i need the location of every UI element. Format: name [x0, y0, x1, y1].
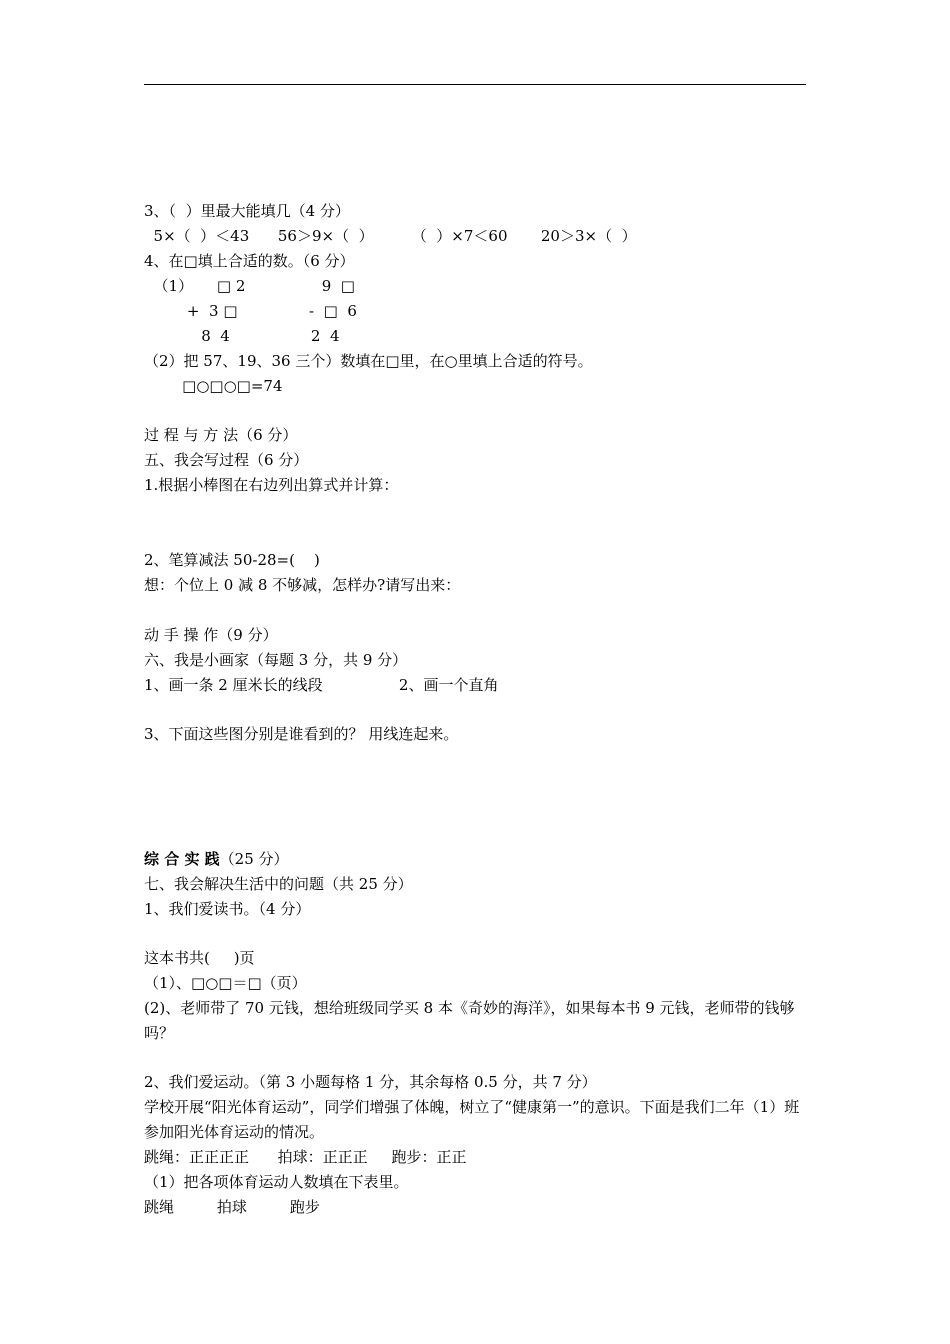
section-practice	[144, 850, 289, 868]
q5-title: 五、我会写过程（6 分）	[144, 451, 309, 469]
q7-item-1: 1、我们爱读书。（4 分）	[144, 900, 311, 918]
q6-items-1-2: 1、画一条 2 厘米长的线段 2、画一个直角	[144, 676, 499, 694]
section-practice-label: 综 合 实 践	[144, 850, 220, 868]
q6-item-3: 3、下面这些图分别是谁看到的？ 用线连起来。	[144, 725, 459, 743]
q7-book-pages: 这本书共( )页	[144, 949, 255, 967]
section-hands-on: 动 手 操 作（9 分）	[144, 626, 278, 644]
q5-item-2-hint: 想：个位上 0 减 8 不够减，怎样办?请写出来：	[144, 576, 461, 594]
q6-title: 六、我是小画家（每题 3 分，共 9 分）	[144, 651, 408, 669]
q7-item-2-tally: 跳绳：正正正正 拍球：正正正 跑步：正正	[144, 1148, 467, 1166]
q4-vertical-row-2: + 3 □ - □ 6	[144, 302, 357, 320]
header-rule	[144, 84, 806, 85]
q5-item-1: 1.根据小棒图在右边列出算式并计算：	[144, 476, 399, 494]
q4-vertical-row-1: （1） □ 2 9 □	[144, 277, 355, 295]
q7-item-2: 2、我们爱运动。（第 3 小题每格 1 分，其余每格 0.5 分，共 7 分）	[144, 1073, 597, 1091]
q4-title: 4、在□填上合适的数。（6 分）	[144, 252, 355, 270]
q7-item-1-1: （1）、□○□＝□（页）	[144, 974, 307, 992]
q4-expression: □○□○□=74	[144, 377, 283, 395]
q3-title: 3、（ ）里最大能填几（4 分）	[144, 202, 350, 220]
section-practice-score: （25 分）	[219, 850, 289, 868]
q7-item-2-table-header: 跳绳 拍球 跑步	[144, 1198, 320, 1216]
q4-vertical-row-3: 8 4 2 4	[144, 327, 340, 345]
q7-item-2-1: （1）把各项体育运动人数填在下表里。	[144, 1173, 409, 1191]
q4-part-2: （2）把 57、19、36 三个）数填在□里，在○里填上合适的符号。	[144, 352, 593, 370]
q7-title: 七、我会解决生活中的问题（共 25 分）	[144, 875, 413, 893]
q7-item-1-2: (2)、老师带了 70 元钱，想给班级同学买 8 本《奇妙的海洋》，如果每本书 9 元钱，老师带的钱够吗？	[144, 999, 795, 1042]
q7-item-2-intro: 学校开展“阳光体育运动”，同学们增强了体魄，树立了“健康第一”的意识。下面是我们二年（1）班参加阳光体育运动的情况。	[144, 1098, 800, 1141]
q5-item-2: 2、笔算减法 50-28=( )	[144, 551, 320, 569]
q3-items: 5×（ ）＜43 56＞9×（ ） （ ）×7＜60 20＞3×（ ）	[144, 227, 637, 245]
section-process-method: 过 程 与 方 法（6 分）	[144, 426, 298, 444]
